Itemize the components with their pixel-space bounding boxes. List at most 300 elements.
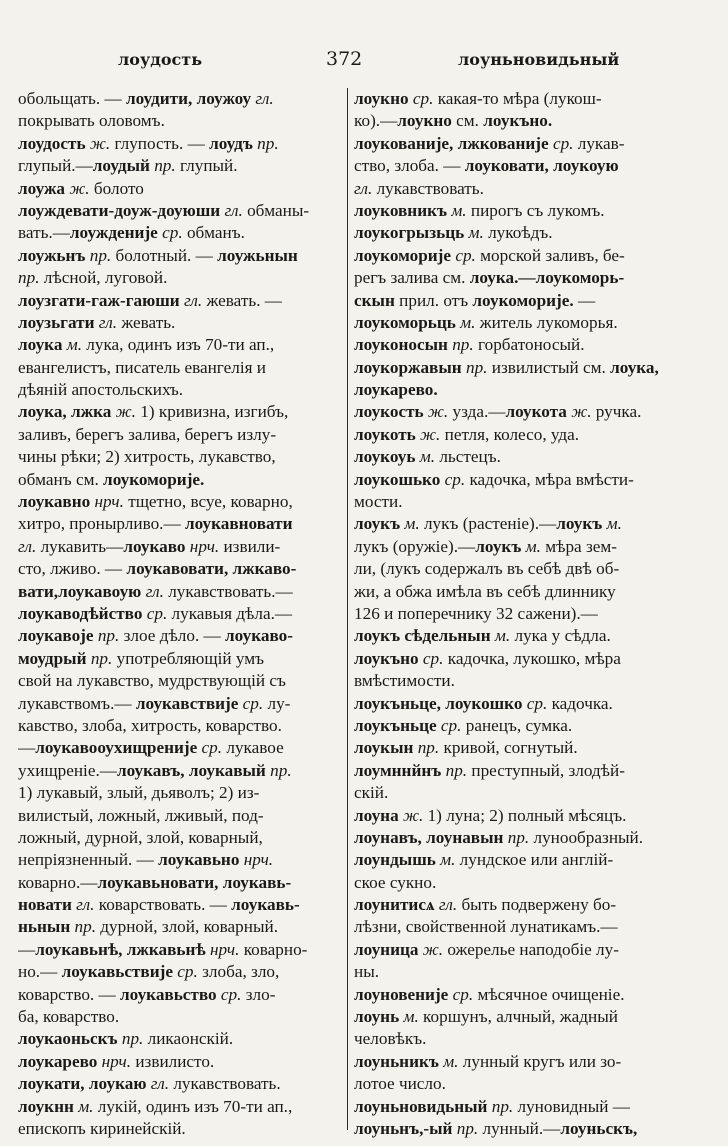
entry-line	[354, 1051, 694, 1073]
definition-text: лукъ (растеніе).—	[419, 514, 557, 534]
entry-line	[18, 1006, 342, 1028]
definition-text: дурной, злой, коварный.	[96, 917, 278, 937]
entry-line	[354, 1096, 694, 1118]
definition-text: зло-	[241, 984, 276, 1004]
entry-line	[354, 1118, 694, 1138]
grammar-tag: нрч.	[239, 850, 274, 870]
headword: лоукоть	[354, 424, 416, 444]
headword: лоукарево	[18, 1051, 98, 1071]
headword: лоуньновидьный	[354, 1096, 488, 1116]
definition-text: узда.—	[448, 402, 506, 422]
headword: лоудити, лоужоу	[125, 89, 252, 108]
definition-text: ское сукно.	[354, 872, 437, 892]
entry-line	[18, 894, 342, 916]
definition-text: прил. отъ	[394, 290, 473, 310]
entry-line	[18, 693, 342, 715]
headword: лоукати, лоукаю	[18, 1074, 147, 1094]
headword: лоука, лжка	[18, 402, 112, 422]
definition-text: кривой, согнутый.	[439, 738, 578, 758]
headword: лоукъно	[354, 648, 419, 668]
definition-text: лукавствовать.—	[163, 581, 293, 601]
headword: лоукавьно	[158, 850, 240, 870]
definition-text: глупый.	[175, 156, 238, 176]
entry-line	[354, 200, 694, 222]
definition-text: извилисто.	[131, 1051, 215, 1071]
column-divider	[347, 88, 348, 1130]
headword: лоукавьнѣ, лжкавьнѣ	[35, 939, 206, 959]
entry-line	[18, 603, 342, 625]
entry-line	[354, 491, 694, 513]
page-number: 372	[326, 48, 363, 70]
entry-line	[18, 222, 342, 244]
entry-line	[354, 916, 694, 938]
definition-text: обольщать. —	[18, 89, 126, 108]
headword: лоукъ	[556, 514, 603, 534]
headword: лоужа	[18, 178, 66, 198]
right-column	[354, 88, 694, 1138]
entry-line	[18, 984, 342, 1006]
definition-text: регъ залива см.	[354, 268, 470, 288]
entry-line	[354, 222, 694, 244]
grammar-tag: м.	[521, 536, 541, 556]
definition-text: лукій, одинъ изъ 70-ти ап.,	[93, 1096, 293, 1116]
grammar-tag: гл.	[71, 895, 95, 915]
entry-line	[18, 290, 342, 312]
entry-line	[354, 379, 694, 401]
headword: лоукованије, лжкованије	[354, 133, 549, 153]
definition-text: ликаонскій.	[143, 1029, 234, 1049]
grammar-tag: м.	[73, 1096, 94, 1116]
headword: лоукъ	[475, 536, 522, 556]
grammar-tag: нрч.	[205, 939, 240, 959]
headword: лоуждевати-доуж-доуюши	[18, 200, 221, 220]
entry-line	[18, 625, 342, 647]
grammar-tag: ср.	[216, 984, 242, 1004]
grammar-tag: гл.	[220, 200, 243, 220]
grammar-tag: м.	[415, 447, 436, 467]
entry-line	[354, 446, 694, 468]
entry-line	[18, 267, 342, 289]
grammar-tag: ж.	[111, 402, 136, 422]
definition-text: ухищреніе.—	[18, 760, 117, 780]
grammar-tag: пр.	[441, 760, 468, 780]
entry-line	[354, 581, 694, 603]
entry-line	[18, 88, 342, 110]
entry-line	[18, 939, 342, 961]
entry-line	[354, 849, 694, 871]
entry-line	[354, 245, 694, 267]
grammar-tag: гл.	[18, 536, 37, 556]
definition-text: коварство. —	[18, 984, 120, 1004]
headword: лоунитисѧ	[354, 895, 435, 915]
entry-line	[18, 155, 342, 177]
grammar-tag: нрч.	[97, 1051, 132, 1071]
entry-line	[18, 334, 342, 356]
grammar-tag: ср.	[448, 984, 474, 1004]
headword: лоуковати, лоукоую	[464, 156, 619, 176]
definition-text: употребляющій умъ	[112, 648, 264, 668]
grammar-tag: гл.	[354, 178, 373, 198]
grammar-tag: ср.	[451, 245, 476, 265]
grammar-tag: ж.	[65, 178, 90, 198]
grammar-tag: ж.	[566, 402, 592, 422]
grammar-tag: нрч.	[185, 536, 220, 556]
entry-line	[354, 737, 694, 759]
entry-line	[354, 290, 694, 312]
definition-text: ко).—	[354, 111, 398, 131]
definition-text: чины рѣки; 2) хитрость, лукавство,	[18, 447, 276, 467]
definition-text: лѣзни, свойственной лунатикамъ.—	[354, 917, 618, 937]
grammar-tag: ср.	[522, 693, 548, 713]
entry-line	[354, 513, 694, 535]
definition-text: лѣсной, луговой.	[39, 268, 168, 288]
headword: лоукоржавын	[354, 357, 462, 377]
definition-text: лука у сѣдла.	[510, 626, 611, 646]
headword: лоукоморије	[354, 245, 452, 265]
definition-text: злоба, зло,	[197, 962, 280, 982]
entry-line	[354, 939, 694, 961]
definition-text: быть подвержену бо-	[457, 895, 617, 915]
entry-line	[354, 894, 694, 916]
entry-line	[18, 133, 342, 155]
grammar-tag: пр.	[265, 760, 292, 780]
definition-text: см.	[451, 111, 484, 131]
headword: лоуньскъ,	[560, 1118, 638, 1138]
headword: лоукавствије	[135, 693, 239, 713]
entry-line	[18, 581, 342, 603]
entry-line	[354, 312, 694, 334]
headword: лоукошько	[354, 469, 441, 489]
headword: лоукаво-	[225, 626, 293, 646]
headword: лоужденије	[69, 223, 158, 243]
definition-text: тщетно, всуе, коварно,	[123, 492, 293, 512]
definition-text: хитро, пронырливо.—	[18, 514, 185, 534]
definition-text: 126 и поперечнику 32 сажени).—	[354, 603, 598, 623]
definition-text: лу-	[263, 693, 291, 713]
definition-text: мости.	[354, 492, 403, 512]
definition-text: 1) лукавый, злый, дьяволъ; 2) из-	[18, 783, 260, 803]
headword: лоузгати-гаж-гаюши	[18, 290, 180, 310]
grammar-tag: пр.	[487, 1096, 514, 1116]
definition-text: —	[18, 738, 36, 758]
entry-line	[18, 446, 342, 468]
headword: лоукавно	[18, 492, 91, 512]
entry-line	[354, 536, 694, 558]
headword: лоужьнъ	[18, 245, 86, 265]
entry-line	[354, 110, 694, 132]
entry-line	[354, 401, 694, 423]
grammar-tag: ср.	[548, 133, 574, 153]
definition-text: вать.—	[18, 223, 70, 243]
entry-line	[354, 760, 694, 782]
headword: лоукота	[505, 402, 567, 422]
grammar-tag: пр.	[70, 917, 96, 937]
definition-text: 1) луна; 2) полный мѣсяцъ.	[423, 805, 627, 825]
headword: лоунь	[354, 1007, 400, 1027]
definition-text: злое дѣло. —	[119, 626, 226, 646]
entry-line	[354, 178, 694, 200]
headword: лоукоморије.	[472, 290, 574, 310]
definition-text: лукавствовать.	[372, 178, 484, 198]
headword: лоукарево.	[354, 380, 438, 400]
entry-line	[18, 1073, 342, 1095]
entry-line	[354, 872, 694, 894]
grammar-tag: м.	[455, 312, 476, 332]
headword: скын	[354, 290, 395, 310]
definition-text: лундское или англій-	[455, 850, 614, 870]
headword: лоузьгати	[18, 312, 95, 332]
definition-text: ство, злоба. —	[354, 156, 465, 176]
grammar-tag: пр.	[117, 1029, 144, 1049]
headword: лоукавновати	[184, 514, 293, 534]
entry-line	[354, 670, 694, 692]
entry-line	[354, 267, 694, 289]
definition-text: мѣра зем-	[540, 536, 617, 556]
entry-line	[354, 133, 694, 155]
definition-text: ранецъ, сумка.	[461, 715, 573, 735]
grammar-tag: пр.	[93, 626, 120, 646]
entry-line	[18, 1118, 342, 1138]
grammar-tag: ср.	[440, 469, 466, 489]
grammar-tag: м.	[447, 200, 467, 220]
grammar-tag: гл.	[179, 290, 203, 310]
entry-line	[18, 110, 342, 132]
entry-line	[354, 782, 694, 804]
grammar-tag: гл.	[434, 895, 458, 915]
grammar-tag: ср.	[172, 962, 198, 982]
definition-text: 1) кривизна, изгибъ,	[135, 402, 289, 422]
definition-text: лотое число.	[354, 1074, 446, 1094]
grammar-tag: ср.	[418, 648, 444, 668]
grammar-tag: м.	[438, 1051, 459, 1071]
headword: лоукъ	[354, 514, 401, 534]
definition-text: коршунъ, алчный, жадный	[418, 1007, 618, 1027]
definition-text: ба, коварство.	[18, 1007, 120, 1027]
definition-text: лукавое	[222, 738, 284, 758]
headword: лоука	[18, 335, 63, 355]
entry-line	[354, 805, 694, 827]
entry-line	[18, 424, 342, 446]
definition-text: кавство, злоба, хитрость, коварство.	[18, 715, 282, 735]
entry-line	[354, 155, 694, 177]
headword: лоукаво	[123, 536, 186, 556]
entry-line	[18, 715, 342, 737]
definition-text: морской заливъ, бе-	[475, 245, 625, 265]
headword: лоунавъ, лоунавын	[354, 827, 504, 847]
definition-text: жевать. —	[202, 290, 282, 310]
grammar-tag: ср.	[157, 223, 183, 243]
grammar-tag: м.	[62, 335, 82, 355]
definition-text: какая-то мѣра (лукош-	[433, 89, 602, 108]
entry-line	[18, 200, 342, 222]
headword: лоудъ	[209, 133, 253, 153]
definition-text: дѣяній апостольскихъ.	[18, 380, 184, 400]
definition-text: жевать.	[117, 312, 176, 332]
grammar-tag: пр.	[85, 245, 112, 265]
headword: лоукоморије.	[103, 469, 205, 489]
headword: лоуна	[354, 805, 399, 825]
headword: лоуконосын	[354, 335, 448, 355]
headword: лоукоуь	[354, 447, 416, 467]
entry-line	[354, 648, 694, 670]
headword: лоука.—лоукоморь-	[469, 268, 625, 288]
grammar-tag: пр.	[413, 738, 440, 758]
entry-line	[18, 670, 342, 692]
headword: лоука,	[610, 357, 659, 377]
headword: новати	[18, 895, 72, 915]
definition-text: мѣсячное очищеніе.	[473, 984, 625, 1004]
entry-line	[354, 1028, 694, 1050]
headword: лоукавовати, лжкаво-	[126, 559, 297, 579]
headword: лоукъньце, лоукошко	[354, 693, 523, 713]
grammar-tag: гл.	[94, 312, 118, 332]
entry-line	[18, 1096, 342, 1118]
entry-line	[18, 491, 342, 513]
headword: лоукавь-	[231, 895, 300, 915]
entry-line	[18, 1028, 342, 1050]
definition-text: вилистый, ложный, лживый, под-	[18, 805, 264, 825]
headword: лоудость	[18, 133, 86, 153]
definition-text: лукавствовать.	[169, 1074, 281, 1094]
entry-line	[354, 424, 694, 446]
entry-line	[18, 737, 342, 759]
entry-line	[354, 1006, 694, 1028]
entry-line	[18, 357, 342, 379]
definition-text: луновидный —	[513, 1096, 630, 1116]
definition-text: ли, (лукъ содержалъ въ себѣ двѣ об-	[354, 559, 620, 579]
definition-text: но.—	[18, 962, 62, 982]
grammar-tag: пр.	[452, 1118, 479, 1138]
definition-text: епископъ киринейскій.	[18, 1118, 186, 1138]
grammar-tag: пр.	[447, 335, 474, 355]
headword: ньнын	[18, 917, 71, 937]
entry-line	[18, 805, 342, 827]
grammar-tag: м.	[400, 514, 420, 534]
definition-text: ожерелье наподобіе лу-	[443, 939, 619, 959]
entry-line	[18, 648, 342, 670]
entry-line	[18, 558, 342, 580]
entry-line	[18, 513, 342, 535]
entry-line	[354, 827, 694, 849]
headword: лоукавъ, лоукавый	[116, 760, 266, 780]
entry-line	[18, 401, 342, 423]
entry-line	[354, 558, 694, 580]
definition-text: коварно-	[239, 939, 308, 959]
definition-text: сто, лживо. —	[18, 559, 127, 579]
headword: лоужьнын	[217, 245, 298, 265]
entry-line	[18, 872, 342, 894]
definition-text: кадочка, мѣра вмѣсти-	[465, 469, 634, 489]
grammar-tag: м.	[602, 514, 622, 534]
headword: лоукъ сѣдельнын	[354, 626, 491, 646]
running-header	[0, 48, 728, 74]
grammar-tag: м.	[490, 626, 511, 646]
definition-text: лукавствомъ.—	[18, 693, 136, 713]
definition-text: лукав-	[573, 133, 625, 153]
grammar-tag: м.	[435, 850, 456, 870]
definition-text: извили-	[219, 536, 281, 556]
entry-line	[354, 625, 694, 647]
grammar-tag: ср.	[142, 603, 168, 623]
definition-text: пирогъ съ лукомъ.	[466, 200, 605, 220]
definition-text: обманы-	[242, 200, 310, 220]
entry-line	[18, 961, 342, 983]
headword: лоуница	[354, 939, 419, 959]
definition-text: коварствовать. —	[94, 895, 232, 915]
definition-text: заливъ, берегъ залива, берегъ излу-	[18, 424, 277, 444]
definition-text: болотный. —	[111, 245, 218, 265]
grammar-tag: ж.	[85, 133, 111, 153]
definition-text: обманъ.	[182, 223, 245, 243]
entry-line	[354, 715, 694, 737]
definition-text: человѣкъ.	[354, 1029, 427, 1049]
entry-line	[18, 827, 342, 849]
entry-line	[18, 782, 342, 804]
entry-line	[354, 961, 694, 983]
definition-text: глупый.—	[18, 156, 93, 176]
grammar-tag: ср.	[238, 693, 264, 713]
grammar-tag: ж.	[398, 805, 424, 825]
grammar-tag: пр.	[503, 827, 530, 847]
entry-line	[18, 312, 342, 334]
header-left-guide-word: лоудость	[118, 50, 203, 69]
entry-line	[18, 849, 342, 871]
headword: лоуновеније	[354, 984, 449, 1004]
header-right-guide-word: лоуньновидьный	[458, 50, 620, 69]
headword: вати,лоукавоую	[18, 581, 142, 601]
left-column	[18, 88, 342, 1138]
grammar-tag: гл.	[146, 1074, 170, 1094]
grammar-tag: ж.	[423, 402, 449, 422]
grammar-tag: ср.	[408, 89, 434, 108]
headword: лоукавооухищреније	[35, 738, 198, 758]
entry-line	[18, 1051, 342, 1073]
entry-line	[18, 536, 342, 558]
definition-text: —	[573, 290, 596, 310]
headword: лоукость	[354, 402, 424, 422]
grammar-tag: ср.	[197, 738, 223, 758]
entry-line	[18, 178, 342, 200]
headword: лоукно	[397, 111, 452, 131]
grammar-tag: м.	[399, 1007, 419, 1027]
grammar-tag: гл.	[141, 581, 164, 601]
headword: лоукавьство	[120, 984, 217, 1004]
headword: лоукавьновати, лоукавь-	[97, 872, 292, 892]
entry-line	[18, 469, 342, 491]
grammar-tag: нрч.	[90, 492, 124, 512]
definition-text: ложный, дурной, злой, коварный,	[18, 827, 263, 847]
definition-text: евангелистъ, писатель евангелія и	[18, 357, 267, 377]
definition-text: непріязненный. —	[18, 850, 159, 870]
definition-text: кадочка, лукошко, мѣра	[443, 648, 621, 668]
headword: лоукнн	[18, 1096, 74, 1116]
definition-text: лукавить—	[36, 536, 124, 556]
definition-text: лунообразный.	[529, 827, 644, 847]
grammar-tag: пр.	[86, 648, 113, 668]
definition-text: болото	[89, 178, 144, 198]
headword: лоуньнъ,-ый	[354, 1118, 453, 1138]
definition-text: свой на лукавство, мудрствующій съ	[18, 671, 286, 691]
definition-text: коварно.—	[18, 872, 98, 892]
headword: лоуньникъ	[354, 1051, 439, 1071]
headword: лоукын	[354, 738, 414, 758]
headword: лоумннйнъ	[354, 760, 442, 780]
grammar-tag: ср.	[436, 715, 462, 735]
headword: моудрый	[18, 648, 87, 668]
entry-line	[354, 1073, 694, 1095]
headword: лоукъно.	[483, 111, 553, 131]
headword: лоудый	[92, 156, 150, 176]
